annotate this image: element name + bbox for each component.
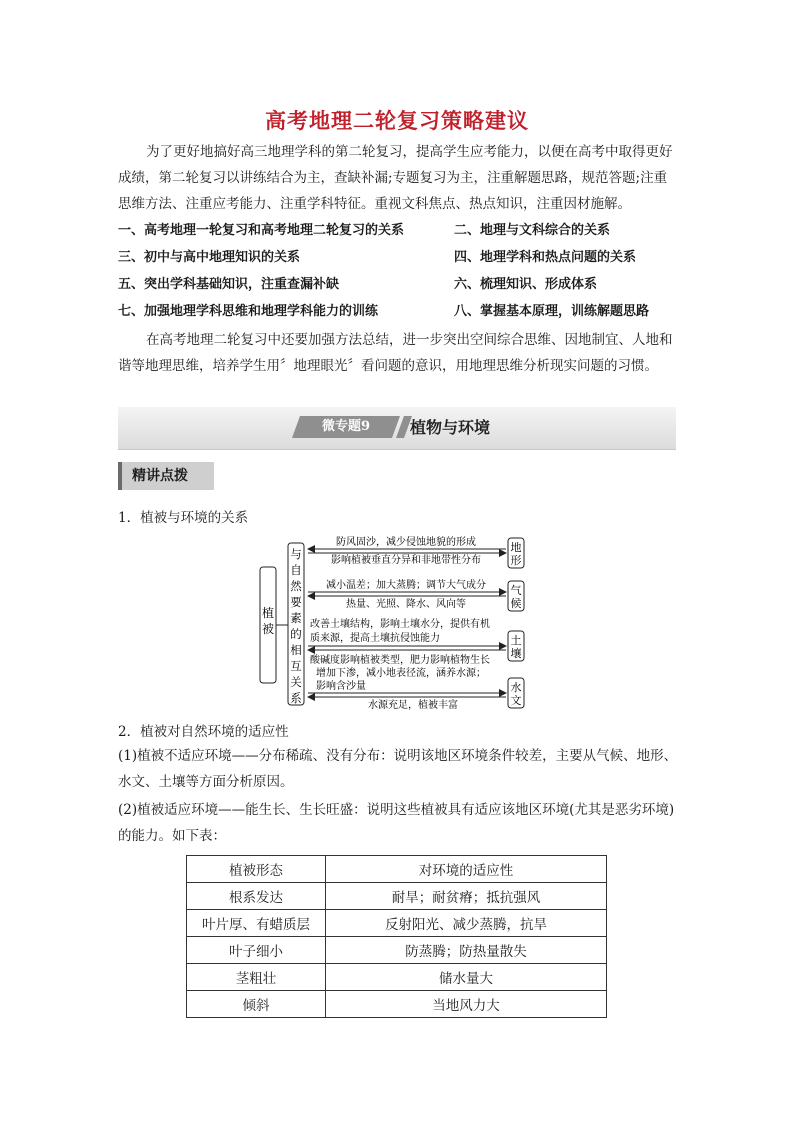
strategy-row <box>118 300 678 327</box>
topic-banner <box>118 407 676 450</box>
table-row <box>187 910 607 937</box>
arrow-label: 增加下渗，减小地表径流，涵养水源； <box>316 668 486 679</box>
soil-label: 土壤 <box>510 634 522 660</box>
hydrology-label: 水文 <box>510 681 522 707</box>
topic-number-tag <box>292 416 400 438</box>
topic-number-label: 微专题9 <box>321 419 371 434</box>
arrow-label: 影响植被垂直分异和非地带性分布 <box>331 555 481 566</box>
strategy-list <box>118 219 678 327</box>
point-2: (2)植被适应环境——能生长、生长旺盛：说明这些植被具有适应该地区环境(尤其是恶劣环境)的能力。如下表： <box>118 802 675 844</box>
section-label-text: 精讲点拨 <box>132 468 188 484</box>
interaction-label: 与自然要素的相互关系 <box>290 547 302 705</box>
summary-text: 在高考地理二轮复习中还要加强方法总结，进一步突出空间综合思维、因地制宜、人地和谐等地理思维，培养学生用〞地理眼光〞看问题的意识，用地理思维分析现实问题的习惯。 <box>118 332 673 374</box>
arrow-label: 防风固沙，减少侵蚀地貌的形成 <box>336 537 476 548</box>
climate-label: 气候 <box>510 584 522 610</box>
point-1: (1)植被不适应环境——分布稀疏、没有分布：说明该地区环境条件较差，主要从气候、地形、水文、土壤等方面分析原因。 <box>118 748 678 790</box>
strategy-item: 五、突出学科基础知识，注重查漏补缺 <box>118 277 340 292</box>
table-header-row <box>187 856 607 883</box>
table-cell: 反射阳光、减少蒸腾，抗旱 <box>326 910 607 937</box>
table-cell: 叶片厚、有蜡质层 <box>187 910 326 937</box>
terrain-label: 地形 <box>510 541 522 567</box>
table-row <box>187 937 607 964</box>
table-cell: 储水量大 <box>326 964 607 991</box>
strategy-item: 三、初中与高中地理知识的关系 <box>118 250 301 265</box>
intro-text: 为了更好地搞好高三地理学科的第二轮复习，提高学生应考能力，以便在高考中取得更好成绩，第二轮复习以讲练结合为主，查缺补漏;专题复习为主，注重解题思路，规范答题;注重思维方法、注重应考能力、注重学科特征。重视文科焦点、热点知识，注重因材施解。 <box>118 144 673 212</box>
vegetation-relationship-diagram <box>258 535 538 710</box>
table-cell: 防蒸腾；防热量散失 <box>326 937 607 964</box>
table-row <box>187 883 607 910</box>
strategy-row <box>118 246 678 273</box>
table-cell: 倾斜 <box>187 991 326 1018</box>
section-label <box>118 462 214 490</box>
vegetation-label-1: 植 <box>261 606 275 620</box>
heading-vegetation-adaptation: 2．植被对自然环境的适应性 <box>118 724 289 740</box>
arrow-label: 减小温差；加大蒸腾；调节大气成分 <box>326 580 486 591</box>
table-cell: 耐旱；耐贫瘠；抵抗强风 <box>326 883 607 910</box>
table-cell: 叶子细小 <box>187 937 326 964</box>
strategy-item: 八、掌握基本原理，训练解题思路 <box>454 304 650 319</box>
arrow-label: 水源充足，植被丰富 <box>368 700 458 710</box>
summary-paragraph <box>118 327 678 379</box>
arrow-label: 质来源，提高土壤抗侵蚀能力 <box>310 633 440 644</box>
intro-paragraph <box>118 139 678 217</box>
strategy-row <box>118 219 678 246</box>
arrow-label: 热量、光照、降水、风向等 <box>346 599 466 610</box>
strategy-item: 七、加强地理学科思维和地理学科能力的训练 <box>118 304 379 319</box>
arrow-label: 酸碱度影响植被类型，肥力影响植物生长 <box>310 655 490 666</box>
strategy-item: 六、梳理知识、形成体系 <box>454 277 598 292</box>
table-row <box>187 991 607 1018</box>
table-cell: 根系发达 <box>187 883 326 910</box>
topic-title: 植物与环境 <box>410 418 491 437</box>
table-cell: 当地风力大 <box>326 991 607 1018</box>
strategy-item: 二、地理与文科综合的关系 <box>454 223 611 238</box>
strategy-item: 一、高考地理一轮复习和高考地理二轮复习的关系 <box>118 223 405 238</box>
vegetation-label-2: 被 <box>261 622 275 636</box>
adaptation-table <box>186 855 607 1018</box>
heading-vegetation-environment: 1．植被与环境的关系 <box>118 510 249 526</box>
arrow-label: 影响含沙量 <box>316 681 366 692</box>
table-header: 对环境的适应性 <box>326 856 607 883</box>
strategy-row <box>118 273 678 300</box>
table-header: 植被形态 <box>187 856 326 883</box>
document-title: 高考地理二轮复习策略建议 <box>265 108 529 133</box>
arrow-label: 改善土壤结构，影响土壤水分，提供有机 <box>310 619 490 630</box>
strategy-item: 四、地理学科和热点问题的关系 <box>454 250 637 265</box>
table-cell: 茎粗壮 <box>187 964 326 991</box>
table-row <box>187 964 607 991</box>
